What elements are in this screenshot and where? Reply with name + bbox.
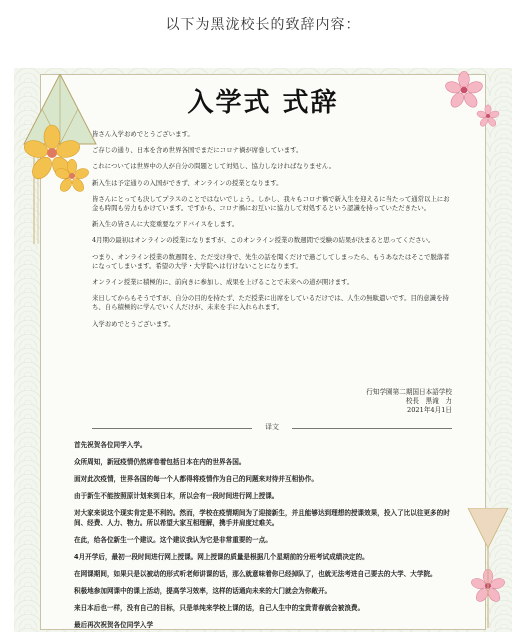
speech-paragraph: つまり、オンライン授業の数週間を、ただ受け身で、先生の話を聞くだけで過ごしてしまったら、もうあなたはそこで脱落者になってしまいます。希望の大学・大学院へは行けないことになります。 bbox=[92, 252, 450, 270]
translation-paragraph: 积极地参加网课中的课上活动，提高学习效率，这样的话通向未来的大门就会为你敞开。 bbox=[74, 587, 332, 595]
translation-heading: 译文 bbox=[265, 423, 279, 431]
speech-paragraph: 4月期の最初はオンラインの授業になりますが、このオンライン授業の数週間で受験の結果が決まると思ってください。 bbox=[92, 236, 435, 245]
fan-decoration-icon bbox=[466, 508, 510, 628]
translation-paragraph: 众所周知，新冠疫情仍然席卷着包括日本在内的世界各国。 bbox=[74, 458, 246, 466]
speech-paragraph: 来日してからもそうですが、自分の目的を持たず、ただ授業に出席をしているだけでは、人生の無駄遣いです。目的意識を持ち、自ら積極的に学んでいく人だけが、未来を手に入れられます。 bbox=[92, 294, 449, 312]
school-name: 行知学園第二期国日本語学校 bbox=[366, 388, 452, 396]
translation-paragraph: 最后再次祝贺各位同学入学 bbox=[74, 621, 154, 629]
speech-paragraph: 新入生の皆さんに大変重要なアドバイスをします。 bbox=[92, 220, 239, 229]
speech-paragraph: 新入生は予定通りの入国ができず、オンラインの授業となります。 bbox=[92, 178, 283, 187]
translation-paragraph: 来日本后也一样，没有自己的目标，只是单纯来学校上课的话，自己人生中的宝贵青春就会被浪费。 bbox=[74, 604, 365, 612]
principal-name: 校長 黒滝 力 bbox=[405, 397, 452, 405]
signature-block bbox=[332, 388, 452, 415]
speech-paragraph: 皆さん入学おめでとうございます。 bbox=[92, 130, 194, 138]
translation-paragraph: 对大家来说这个现实肯定是不利的。然而，学校在疫情期间为了迎接新生，并且能够达到理想的授课效果，投入了比以往更多的时间、经费、人力、物力。所以希望大家互相理解，携手并肩度过难关。 bbox=[74, 509, 450, 527]
caption-text: 以下为黑泷校长的致辞内容： bbox=[165, 17, 361, 33]
speech-paragraph: オンライン授業に積極的に、前向きに参加し、成果を上げることで未来への道が開けます。 bbox=[92, 278, 354, 287]
translation-paragraph: 首先祝贺各位同学入学。 bbox=[74, 441, 147, 449]
translation-paragraph: 面对此次疫情，世界各国的每一个人都得将疫情作为自己的问题来对待并互相协作。 bbox=[74, 475, 318, 483]
translation-divider bbox=[92, 422, 452, 434]
chinese-translation-body bbox=[74, 440, 454, 632]
speech-paragraph: 入学おめでとうございます。 bbox=[92, 319, 175, 328]
speech-image bbox=[14, 68, 512, 632]
speech-paragraph: 皆さんにとっても決してプラスのことではないでしょう。しかし、我々もコロナ禍で新入生を迎えるに当たって通常以上にお金も時間も労力もかけています。ですから、コロナ禍にお互いに協力して対処するという認識を持っていただきたい。 bbox=[92, 194, 450, 213]
cherry-blossom-icon bbox=[54, 158, 90, 194]
divider-line bbox=[292, 428, 452, 429]
document-title: 入学式 式辞 bbox=[187, 88, 339, 118]
speech-date: 2021年4月1日 bbox=[407, 406, 452, 414]
speech-paragraph: ご存じの通り、日本を含め世界各国でまだにコロナ禍が席巻しています。 bbox=[92, 146, 303, 155]
speech-paragraph: これについては世界中の人が自分の問題として対処し、協力しなければなりません。 bbox=[92, 162, 336, 171]
translation-paragraph: 在网课期间，如果只是以被动的形式听老师讲课的话，那么就意味着你已经掉队了，也就无法考进自己要去的大学、大学院。 bbox=[74, 570, 437, 578]
japanese-speech-body bbox=[92, 130, 452, 336]
translation-paragraph: 4月开学后，最初一段时间进行网上授课。网上授课的质量是根据几个星期前的分班考试成绩决定的。 bbox=[74, 553, 369, 561]
translation-paragraph: 在此，给各位新生一个建议。这个建议我认为它是非常重要的一点。 bbox=[74, 536, 272, 544]
translation-paragraph: 由于新生不能按照原计划来到日本，所以会有一段时间进行网上授课。 bbox=[74, 492, 279, 500]
